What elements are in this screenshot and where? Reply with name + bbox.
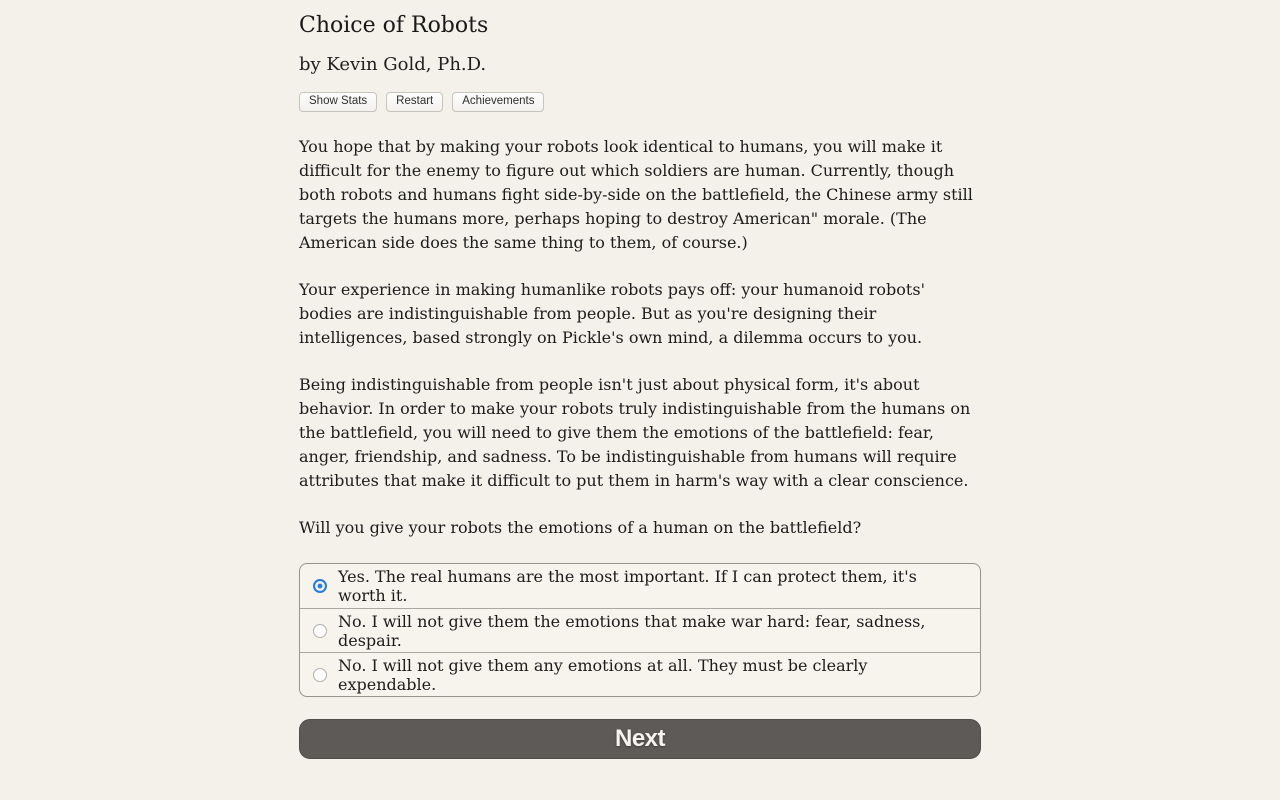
author-byline: by Kevin Gold, Ph.D. <box>299 54 487 75</box>
story-paragraph: Your experience in making humanlike robots pays off: your humanoid robots' bodies are indistinguishable from people. But as you're designing their intelligences, based strongly on Pickle's own mind, a dilemma occurs to you. <box>299 280 925 347</box>
radio-button-icon[interactable] <box>313 668 327 682</box>
choice-list <box>299 563 981 697</box>
choice-option-label: No. I will not give them the emotions that make war hard: fear, sadness, despair. <box>338 611 926 650</box>
page-title: Choice of Robots <box>299 13 489 38</box>
achievements-button[interactable]: Achievements <box>452 92 544 112</box>
radio-button-icon[interactable] <box>313 624 327 638</box>
toolbar <box>299 92 981 112</box>
restart-button[interactable]: Restart <box>386 92 443 112</box>
story-paragraph: You hope that by making your robots look identical to humans, you will make it difficult for the enemy to figure out which soldiers are human. Currently, though both robots and humans fight side-by-side on the battlefield, the Chinese army still targets the humans more, perhaps hoping to destroy American" morale. (The American side does the same thing to them, of course.) <box>299 137 973 252</box>
choice-option-label: No. I will not give them any emotions at all. They must be clearly expendable. <box>338 655 868 694</box>
game-page <box>299 0 981 759</box>
choice-option[interactable] <box>300 608 980 652</box>
story-text <box>299 135 981 540</box>
show-stats-button[interactable]: Show Stats <box>299 92 377 112</box>
next-button[interactable]: Next <box>299 719 981 759</box>
radio-button-icon[interactable] <box>313 579 327 593</box>
choice-option[interactable] <box>300 652 980 696</box>
story-question: Will you give your robots the emotions of a human on the battlefield? <box>299 518 862 537</box>
story-paragraph: Being indistinguishable from people isn't just about physical form, it's about behavior. In order to make your robots truly indistinguishable from the humans on the battlefield, you will need to give them the emotions of the battlefield: fear, anger, friendship, and sadness. To be indistinguishable from humans will require attributes that make it difficult to put them in harm's way with a clear conscience. <box>299 375 971 490</box>
choice-option[interactable] <box>300 564 980 608</box>
choice-option-label: Yes. The real humans are the most important. If I can protect them, it's worth it. <box>338 567 917 605</box>
